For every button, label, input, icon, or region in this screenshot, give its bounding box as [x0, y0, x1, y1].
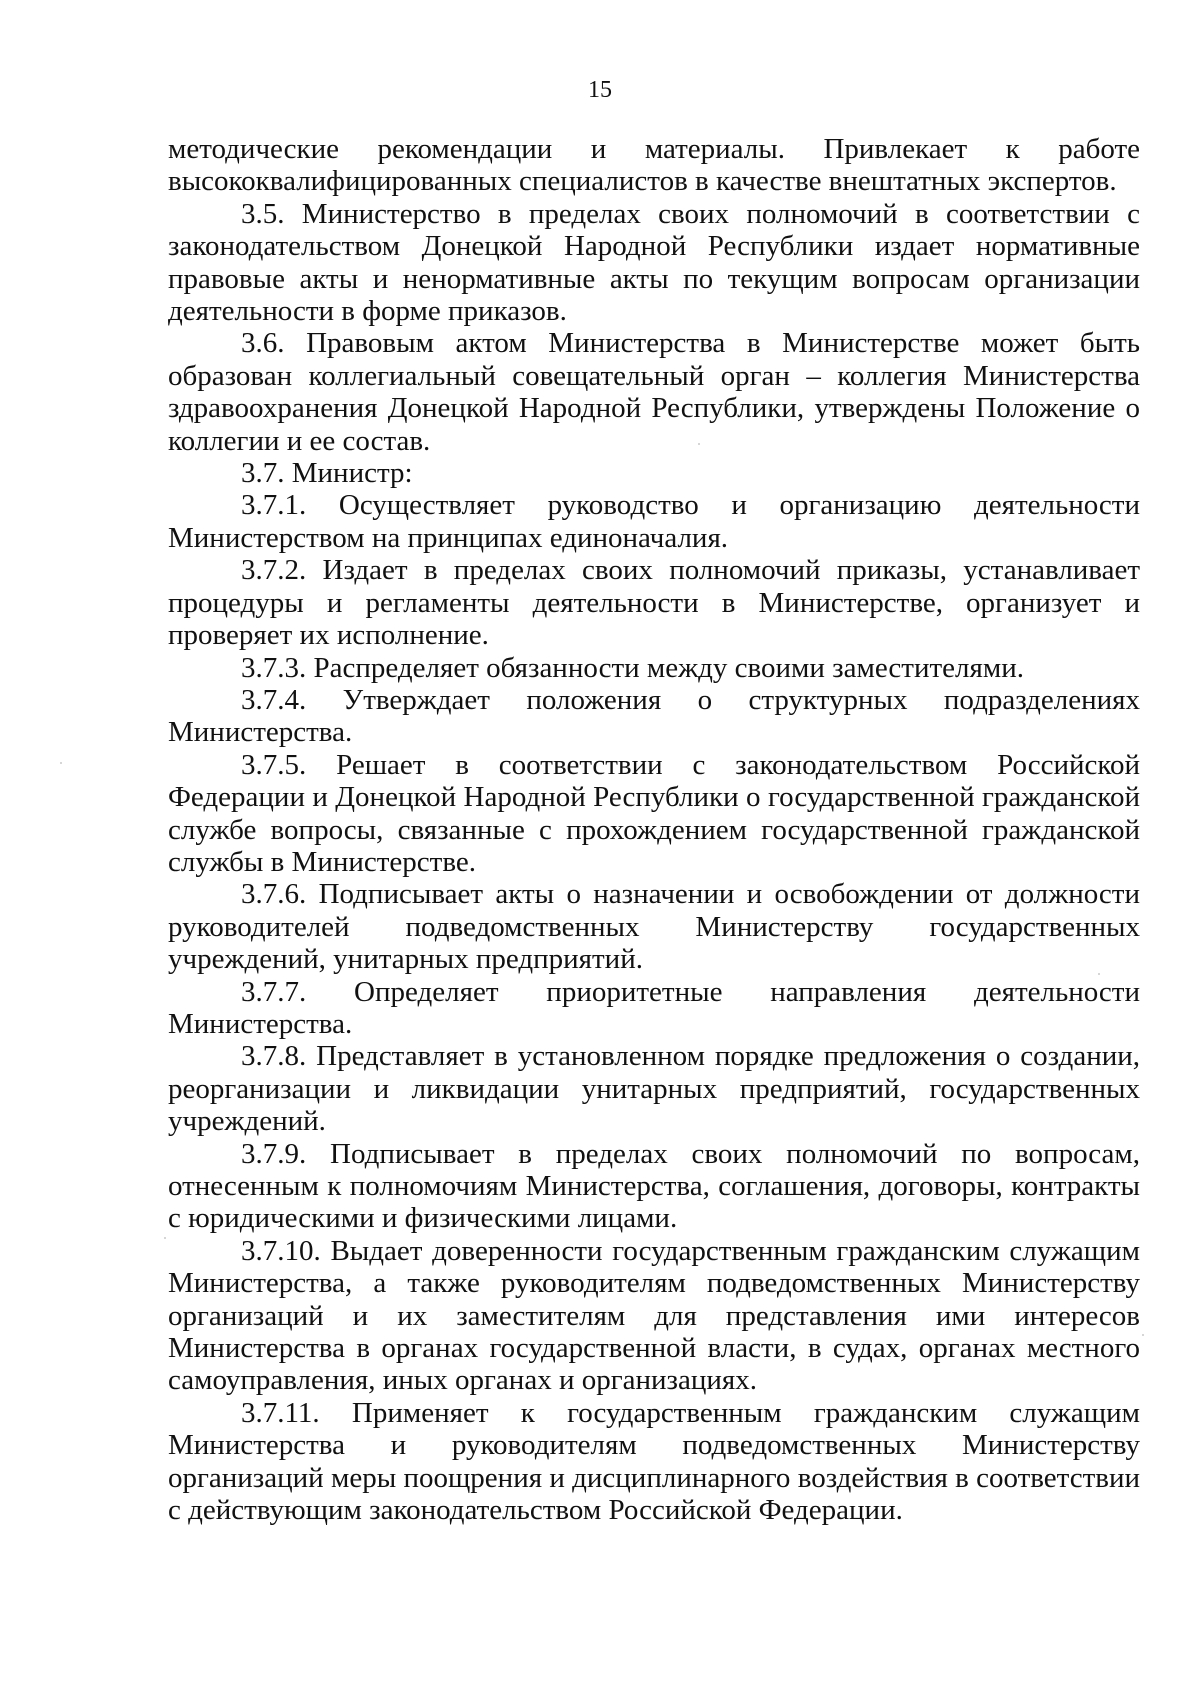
paragraph-3-7-9: 3.7.9. Подписывает в пределах своих полномочий по вопросам, отнесенным к полномочиям Министерства, соглашения, договоры, контракты с юридическими и физическими лицами. — [168, 1137, 1140, 1235]
scan-speck — [1142, 1334, 1144, 1336]
paragraph-3-7-6: 3.7.6. Подписывает акты о назначении и освобождении от должности руководителей подведомственных Министерству государственных учреждений, унитарных предприятий. — [168, 878, 1140, 976]
paragraph-3-7-2: 3.7.2. Издает в пределах своих полномочий приказы, устанавливает процедуры и регламенты деятельности в Министерстве, организует и проверяет их исполнение. — [168, 554, 1140, 652]
scan-speck — [164, 1237, 166, 1239]
scan-speck — [60, 762, 62, 764]
paragraph-3-7-1: 3.7.1. Осуществляет руководство и организацию деятельности Министерством на принципах единоначалия. — [168, 489, 1140, 554]
scan-speck — [698, 443, 700, 445]
paragraph-3-7-5: 3.7.5. Решает в соответствии с законодательством Российской Федерации и Донецкой Народной Республики о государственной гражданской службе вопросы, связанные с прохождением государственной гражданской службы в Министерстве. — [168, 748, 1140, 878]
paragraph-3-7-3: 3.7.3. Распределяет обязанности между своими заместителями. — [241, 651, 1024, 684]
paragraph-3-5: 3.5. Министерство в пределах своих полномочий в соответствии с законодательством Донецкой Народной Республики издает нормативные правовые акты и ненормативные акты по текущим вопросам организации деятельности в форме приказов. — [168, 197, 1140, 328]
paragraph-3-7-8: 3.7.8. Представляет в установленном порядке предложения о создании, реорганизации и ликвидации унитарных предприятий, государственных учреждений. — [168, 1040, 1140, 1138]
document-body — [168, 133, 1140, 1526]
scan-speck — [1098, 973, 1100, 975]
page-number: 15 — [588, 77, 612, 103]
paragraph-continuation: методические рекомендации и материалы. Привлекает к работе высококвалифицированных специалистов в качестве внештатных экспертов. — [168, 133, 1140, 198]
paragraph-3-6: 3.6. Правовым актом Министерства в Министерстве может быть образован коллегиальный совещательный орган – коллегия Министерства здравоохранения Донецкой Народной Республики, утверждены Положение о коллегии и ее состав. — [168, 327, 1140, 457]
paragraph-3-7-7: 3.7.7. Определяет приоритетные направления деятельности Министерства. — [168, 975, 1140, 1040]
paragraph-3-7: 3.7. Министр: — [241, 457, 413, 490]
paragraph-3-7-10: 3.7.10. Выдает доверенности государственным гражданским служащим Министерства, а также руководителям подведомственных Министерству организаций и их заместителям для представления ими интересов Министерства в органах государственной власти, в судах, органах местного самоуправления, иных органах и организациях. — [168, 1234, 1140, 1397]
paragraph-3-7-4: 3.7.4. Утверждает положения о структурных подразделениях Министерства. — [168, 683, 1140, 749]
paragraph-3-7-11: 3.7.11. Применяет к государственным гражданским служащим Министерства и руководителям подведомственных Министерству организаций меры поощрения и дисциплинарного воздействия в соответствии с действующим законодательством Российской Федерации. — [168, 1396, 1140, 1527]
